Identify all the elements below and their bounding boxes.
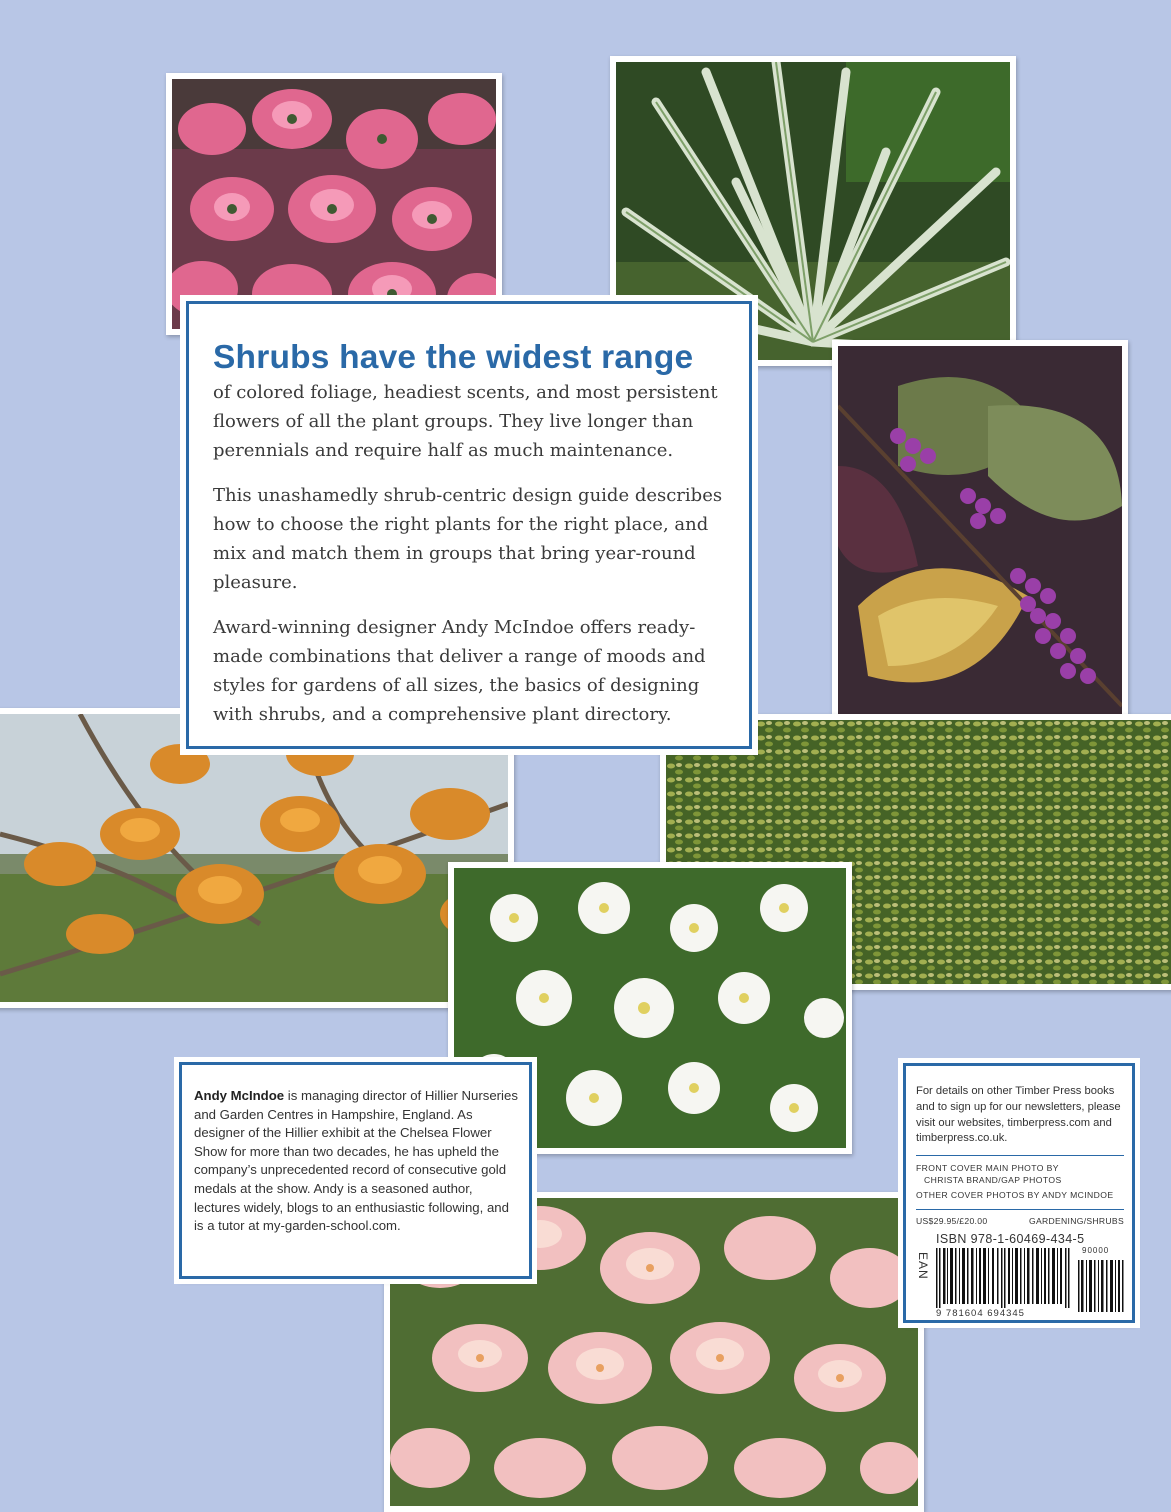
author-name: Andy McIndoe [194,1088,285,1103]
description-paragraph-1: of colored foliage, headiest scents, and most persistent flowers of all the plant groups. They live longer than perennials and require half as much maintenance. [213,382,718,461]
photo-pink-dogwood [166,73,502,335]
publisher-details: For details on other Timber Press books and to sign up for our newsletters, please visit our websites, timberpress.com and timberpress.co.uk. [916,1085,1121,1145]
description-box [186,301,752,749]
addon-number: 90000 [1082,1246,1110,1256]
photo-witch-hazel [0,708,514,1008]
author-bio-box [179,1062,532,1279]
front-cover-credit-line-1: FRONT COVER MAIN PHOTO BY [916,1163,1059,1174]
description-paragraph-3: Award-winning designer Andy McIndoe offers ready-made combinations that deliver a range of moods and styles for gardens of all sizes, the basics of designing with shrubs, and a comprehensive plant directory. [213,617,706,725]
isbn: ISBN 978-1-60469-434-5 [936,1232,1085,1247]
barcode-icon [934,1248,1074,1308]
orange-blossom-photo [0,714,508,1002]
barcode-area [916,1246,1124,1326]
divider [916,1155,1124,1156]
category: GARDENING/SHRUBS [1028,1216,1124,1227]
ean-label: EAN [916,1252,930,1280]
price-row [916,1216,1124,1226]
publisher-box [903,1063,1135,1323]
description-paragraph-2: This unashamedly shrub-centric design guide describes how to choose the right plants for the right place, and mix and match them in groups that bring year-round pleasure. [213,485,723,593]
other-photos-credit: OTHER COVER PHOTOS BY ANDY MCINDOE [916,1190,1114,1201]
photo-purple-berries [832,340,1128,730]
addon-barcode-icon [1076,1248,1126,1312]
author-bio: is managing director of Hillier Nurseries and Garden Centres in Hampshire, England. As designer of the Hillier exhibit at the Chelsea Flower Show for more than two decades, he has upheld the company’s unprecedented record of consecutive gold medals at the show. Andy is a seasoned author, lectures widely, blogs to an enthusiastic following, and is a tutor at my-garden-school.com. [194,1088,518,1234]
barcode-number: 9 781604 694345 [936,1308,1025,1320]
headline: Shrubs have the widest range [213,339,694,376]
pink-flowers-photo [172,79,496,329]
price: US$29.95/£20.00 [916,1216,988,1227]
purple-berries-photo [838,346,1122,724]
front-cover-credit-line-2: CHRISTA BRAND/GAP PHOTOS [924,1175,1062,1186]
divider [916,1209,1124,1210]
